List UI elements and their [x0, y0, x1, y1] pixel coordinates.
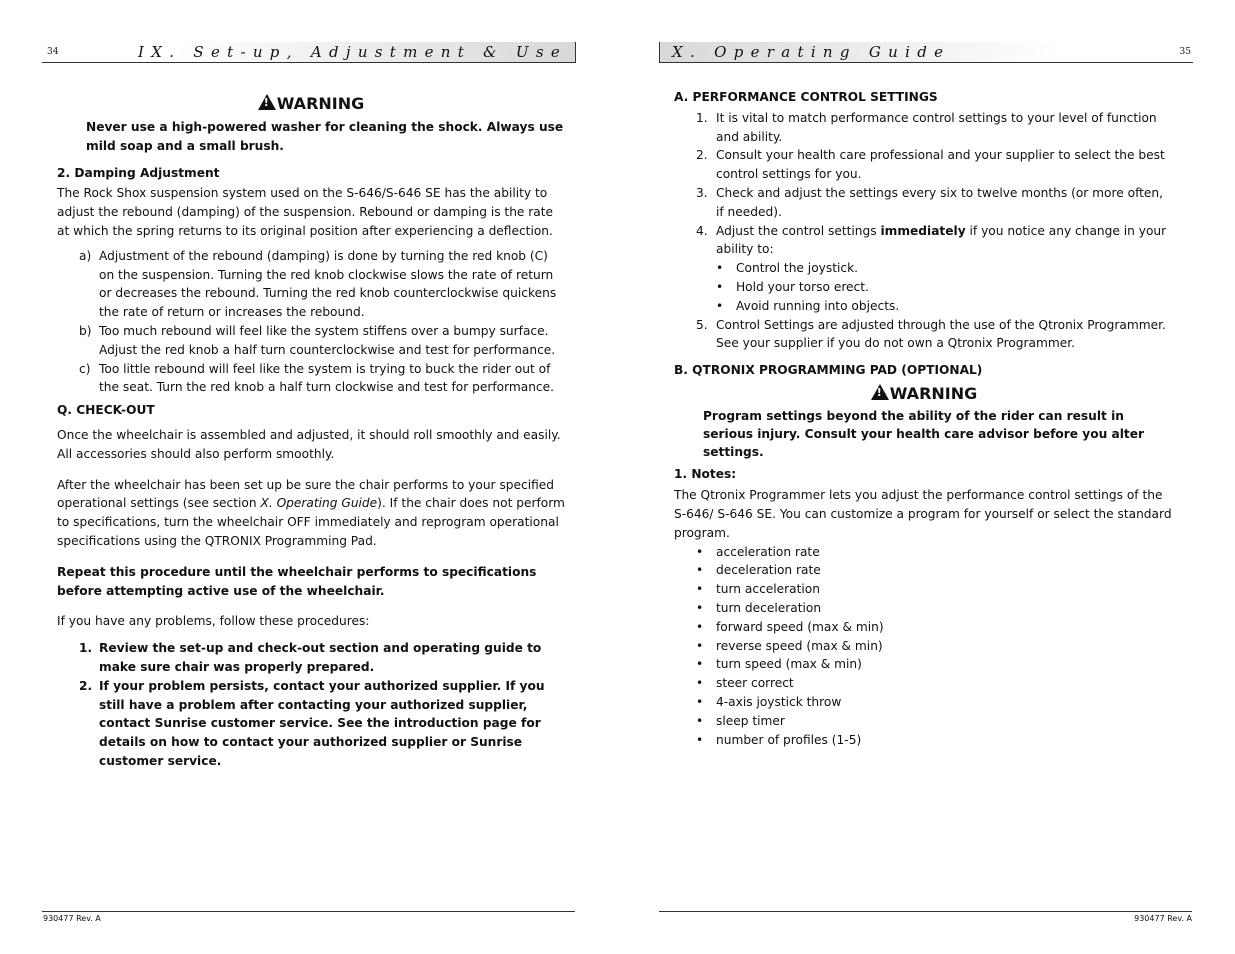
list-label: b) — [79, 323, 92, 338]
list-text: reverse speed (max & min) — [716, 638, 883, 653]
list-text: Adjustment of the rebound (damping) is done by turning the red knob (C) on the suspension. Turning the red knob clockwise slows the rate of return or decreases the rebound. Turning the red knob counterclockwise quickens the rate of return or increases the rebound. — [99, 248, 557, 320]
footer-rule — [42, 911, 575, 912]
list-text: acceleration rate — [716, 544, 820, 559]
list-label: 4. — [696, 223, 708, 238]
page-header — [42, 42, 576, 63]
footer-rule — [659, 911, 1192, 912]
list-text: Control Settings are adjusted through the use of the Qtronix Programmer. See your supplier if you do not own a Qtronix Programmer. — [716, 317, 1166, 351]
list-item: • deceleration rate — [696, 563, 821, 578]
list-label: 1. — [696, 110, 708, 125]
ability-bullets — [716, 259, 1174, 315]
list-item: • acceleration rate — [696, 544, 820, 559]
list-label: a) — [79, 248, 92, 263]
list-label: 2. — [696, 148, 708, 163]
notes-intro: The Qtronix Programmer lets you adjust the performance control settings of the S-646/ S-646 SE. You can customize a program for yourself or select the standard program. — [674, 488, 1172, 540]
list-label: c) — [79, 361, 91, 376]
repeat-procedure-note: Repeat this procedure until the wheelchair performs to specifications before attempting active use of the wheelchair. — [57, 564, 537, 598]
list-item — [79, 360, 565, 398]
list-text: deceleration rate — [716, 563, 821, 578]
warning-heading — [674, 382, 1174, 406]
page-number: 34 — [47, 47, 59, 57]
emphasis-text: immediately — [880, 223, 966, 238]
list-item: • forward speed (max & min) — [696, 619, 884, 634]
warning-title: WARNING — [889, 383, 978, 403]
list-item — [696, 184, 1174, 222]
problems-intro: If you have any problems, follow these procedures: — [57, 614, 370, 629]
performance-list — [674, 109, 1174, 353]
list-text: Check and adjust the settings every six to twelve months (or more often, if needed). — [716, 185, 1164, 219]
warning-title: WARNING — [276, 94, 365, 113]
list-item: • turn acceleration — [696, 582, 820, 597]
list-item — [696, 109, 1174, 147]
list-item — [696, 222, 1174, 316]
list-text: steer correct — [716, 676, 794, 691]
warning-text: Never use a high-powered washer for cleaning the shock. Always use mild soap and a small brush. — [86, 120, 564, 153]
list-item: • turn speed (max & min) — [696, 657, 862, 672]
list-text: If your problem persists, contact your authorized supplier. If you still have a problem after contacting your authorized supplier, contact Sunrise customer service. See the introduction page for details on how to contact your authorized supplier or Sunrise customer service. — [99, 678, 545, 768]
list-label: 3. — [696, 185, 708, 200]
left-page — [0, 0, 617, 954]
section-reference: X. Operating Guide — [260, 496, 378, 511]
list-text: Consult your health care professional and your supplier to select the best control settings for you. — [716, 148, 1165, 182]
bullet-text: Hold your torso erect. — [736, 279, 869, 294]
list-text: 4-axis joystick throw — [716, 694, 842, 709]
damping-intro: The Rock Shox suspension system used on the S-646/S-646 SE has the ability to adjust the rebound (damping) of the suspension. Rebound or damping is the rate at which the spring returns to its original position after experiencing a deflection. — [57, 186, 554, 238]
page-number: 35 — [1179, 47, 1191, 57]
section-title: X. Operating Guide — [672, 43, 951, 61]
notes-heading: 1. Notes: — [674, 467, 737, 482]
page-content — [57, 92, 565, 771]
list-item: • steer correct — [696, 676, 794, 691]
list-text: It is vital to match performance control settings to your level of function and ability. — [716, 110, 1157, 144]
list-label: 1. — [79, 641, 93, 656]
list-item — [79, 677, 565, 771]
damping-list — [57, 247, 565, 397]
list-label: 2. — [79, 678, 93, 693]
checkout-para-2-post: ). If the chair does not perform to specifications, turn the wheelchair OFF immediately and reprogram operational specifications using the QTRONIX Programming Pad. — [57, 496, 565, 548]
list-text: Too little rebound will feel like the system is trying to buck the rider out of the seat. Turn the red knob a half turn clockwise and test for performance. — [99, 361, 555, 395]
programming-heading: B. QTRONIX PROGRAMMING PAD (OPTIONAL) — [674, 363, 983, 378]
checkout-heading: Q. CHECK-OUT — [57, 403, 155, 418]
problem-steps — [57, 639, 565, 771]
list-item: • number of profiles (1-5) — [696, 732, 862, 747]
list-item: • turn deceleration — [696, 600, 822, 615]
list-item: • 4-axis joystick throw — [696, 694, 842, 709]
list-item — [79, 322, 565, 360]
list-text: Review the set-up and check-out section and operating guide to make sure chair was properly prepared. — [99, 641, 542, 674]
performance-heading: A. PERFORMANCE CONTROL SETTINGS — [674, 90, 938, 104]
right-page — [617, 0, 1235, 954]
list-item: • sleep timer — [696, 713, 785, 728]
checkout-para-2-pre: After the wheelchair has been set up be sure the chair performs to your specified operational settings (see section — [57, 477, 555, 511]
warning-triangle-icon — [258, 94, 276, 110]
list-item — [79, 247, 565, 322]
list-text: number of profiles (1-5) — [716, 732, 862, 747]
list-item: • reverse speed (max & min) — [696, 638, 883, 653]
section-title: IX. Set-up, Adjustment & Use — [138, 43, 567, 61]
bullet-item: • Avoid running into objects. — [716, 298, 900, 313]
warning-heading — [57, 92, 565, 116]
list-item — [79, 639, 565, 677]
list-item — [696, 146, 1174, 184]
list-text: Adjust the control settings — [716, 223, 881, 238]
list-item — [696, 316, 1174, 354]
list-text: forward speed (max & min) — [716, 619, 884, 634]
bullet-item: • Hold your torso erect. — [716, 279, 869, 294]
list-text: Too much rebound will feel like the system stiffens over a bumpy surface. Adjust the red knob a half turn counterclockwise and test for performance. — [99, 323, 556, 357]
settings-list — [674, 543, 1174, 750]
warning-text: Program settings beyond the ability of the rider can result in serious injury. Consult your health care advisor before you alter settings. — [703, 408, 1145, 459]
footer-revision: 930477 Rev. A — [1134, 914, 1192, 923]
warning-triangle-icon — [871, 384, 889, 400]
page-content — [674, 86, 1174, 749]
checkout-para-2 — [57, 476, 565, 551]
list-text: turn speed (max & min) — [716, 657, 862, 672]
list-text: turn acceleration — [716, 582, 820, 597]
list-text: sleep timer — [716, 713, 785, 728]
footer-revision: 930477 Rev. A — [43, 914, 101, 923]
list-text: if you notice any change in your ability to: — [716, 223, 1167, 257]
damping-heading: 2. Damping Adjustment — [57, 165, 220, 180]
bullet-item: • Control the joystick. — [716, 261, 859, 276]
list-text: turn deceleration — [716, 600, 822, 615]
list-label: 5. — [696, 317, 708, 332]
bullet-text: Avoid running into objects. — [736, 298, 900, 313]
checkout-para-1: Once the wheelchair is assembled and adjusted, it should roll smoothly and easily. All accessories should also perform smoothly. — [57, 427, 561, 461]
bullet-text: Control the joystick. — [736, 261, 859, 276]
page-header — [659, 42, 1193, 63]
